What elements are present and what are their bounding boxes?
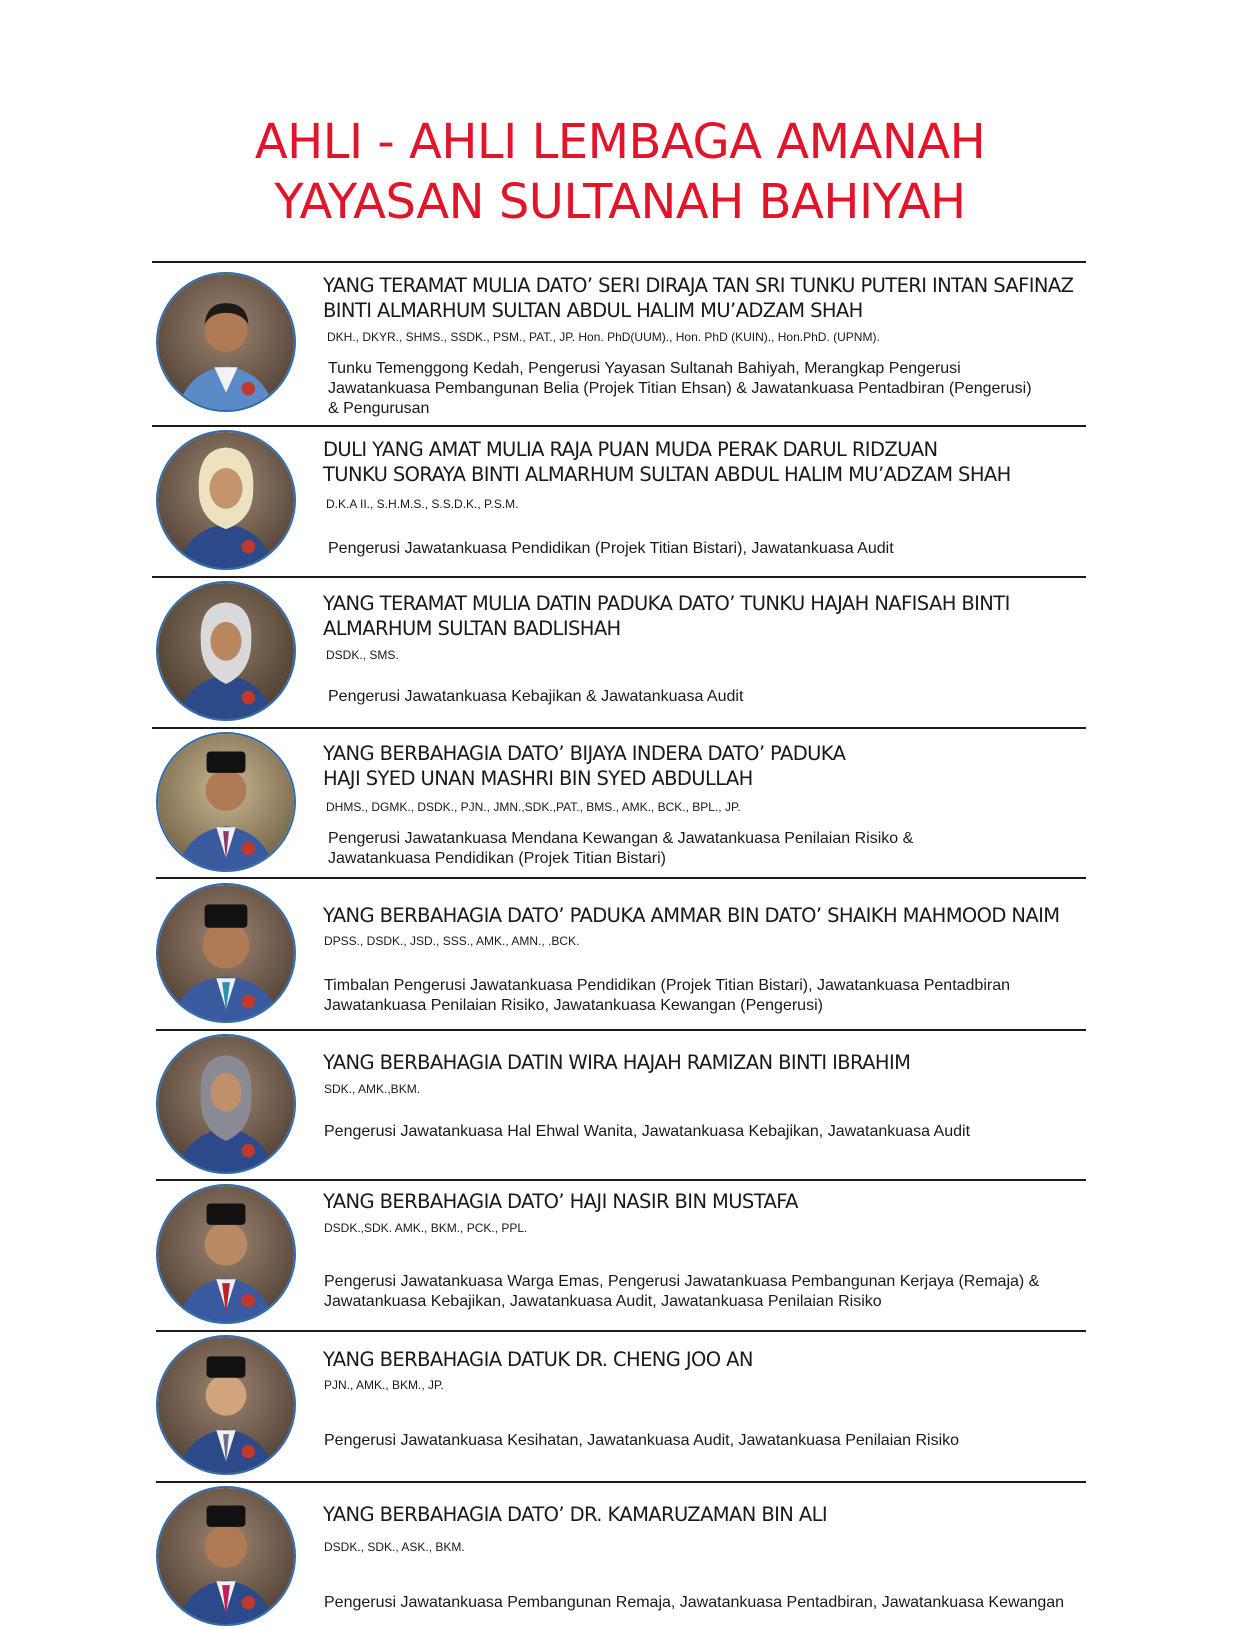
divider [156, 1179, 1086, 1181]
member-portrait [156, 732, 296, 872]
member-portrait [156, 1184, 296, 1324]
member-name: YANG TERAMAT MULIA DATO’ SERI DIRAJA TAN SRI TUNKU PUTERI INTAN SAFINAZ BINTI ALMARHUM SULTAN ABDUL HALIM MU’ADZAM SHAH [323, 274, 1074, 322]
member-role: Pengerusi Jawatankuasa Pendidikan (Projek Titian Bistari), Jawatankuasa Audit [328, 540, 894, 557]
member-honours: DSDK.,SDK. AMK., BKM., PCK., PPL. [324, 1221, 528, 1235]
member-name: YANG BERBAHAGIA DATO’ HAJI NASIR BIN MUSTAFA [323, 1190, 798, 1213]
member-name: YANG BERBAHAGIA DATO’ PADUKA AMMAR BIN DATO’ SHAIKH MAHMOOD NAIM [323, 904, 1060, 927]
portrait-illustration [158, 1036, 294, 1172]
member-name: YANG TERAMAT MULIA DATIN PADUKA DATO’ TUNKU HAJAH NAFISAH BINTI ALMARHUM SULTAN BADLISHAH [323, 592, 1010, 640]
portrait-illustration [158, 1186, 294, 1322]
member-honours: PJN., AMK., BKM., JP. [324, 1378, 444, 1392]
divider [156, 877, 1086, 879]
member-honours: D.K.A II., S.H.M.S., S.S.D.K., P.S.M. [326, 497, 519, 511]
member-portrait [156, 1034, 296, 1174]
divider [156, 1330, 1086, 1332]
member-name: DULI YANG AMAT MULIA RAJA PUAN MUDA PERAK DARUL RIDZUAN TUNKU SORAYA BINTI ALMARHUM SULTAN ABDUL HALIM MU’ADZAM SHAH [323, 438, 1011, 486]
member-portrait [156, 1335, 296, 1475]
member-role: Timbalan Pengerusi Jawatankuasa Pendidikan (Projek Titian Bistari), Jawatankuasa Pentadbiran Jawatankuasa Penilaian Risiko, Jawatankuasa Kewangan (Pengerusi) [324, 977, 1011, 1014]
member-role: Pengerusi Jawatankuasa Kebajikan & Jawatankuasa Audit [328, 688, 744, 705]
divider [152, 727, 1086, 729]
member-role: Pengerusi Jawatankuasa Warga Emas, Pengerusi Jawatankuasa Pembangunan Kerjaya (Remaja) & Jawatankuasa Kebajikan, Jawatankuasa Audit, Jawatankuasa Penilaian Risiko [324, 1273, 1040, 1310]
member-honours: SDK., AMK.,BKM. [324, 1082, 421, 1096]
member-honours: DSDK., SDK., ASK., BKM. [324, 1540, 465, 1554]
page-title [0, 112, 1240, 232]
member-name: YANG BERBAHAGIA DATUK DR. CHENG JOO AN [323, 1348, 753, 1371]
member-honours: DKH., DKYR., SHMS., SSDK., PSM., PAT., JP. Hon. PhD(UUM)., Hon. PhD (KUIN)., Hon.PhD. (UPNM). [327, 330, 880, 344]
divider [152, 261, 1086, 263]
member-portrait [156, 1486, 296, 1626]
member-honours: DHMS., DGMK., DSDK., PJN., JMN.,SDK.,PAT., BMS., AMK., BCK., BPL., JP. [326, 800, 741, 814]
divider [152, 425, 1086, 427]
divider [152, 576, 1086, 578]
portrait-illustration [158, 1488, 294, 1624]
divider [156, 1481, 1086, 1483]
member-role: Pengerusi Jawatankuasa Hal Ehwal Wanita, Jawatankuasa Kebajikan, Jawatankuasa Audit [324, 1123, 971, 1140]
member-name: YANG BERBAHAGIA DATO’ BIJAYA INDERA DATO’ PADUKA HAJI SYED UNAN MASHRI BIN SYED ABDULLAH [323, 742, 846, 790]
title-line-2: YAYASAN SULTANAH BAHIYAH [274, 174, 966, 230]
member-portrait [156, 430, 296, 570]
member-role: Pengerusi Jawatankuasa Mendana Kewangan & Jawatankuasa Penilaian Risiko & Jawatankuasa Pendidikan (Projek Titian Bistari) [328, 830, 914, 867]
member-role: Tunku Temenggong Kedah, Pengerusi Yayasan Sultanah Bahiyah, Merangkap Pengerusi Jawatankuasa Pembangunan Belia (Projek Titian Ehsan) & Jawatankuasa Pentadbiran (Pengerusi) & Pengurusan [328, 360, 1032, 417]
portrait-illustration [158, 885, 294, 1021]
member-portrait [156, 883, 296, 1023]
portrait-illustration [158, 583, 294, 719]
member-honours: DSDK., SMS. [326, 648, 399, 662]
portrait-illustration [158, 274, 294, 410]
portrait-illustration [158, 734, 294, 870]
portrait-illustration [158, 1337, 294, 1473]
member-honours: DPSS., DSDK., JSD., SSS., AMK., AMN., .BCK. [324, 934, 580, 948]
member-portrait [156, 581, 296, 721]
member-role: Pengerusi Jawatankuasa Kesihatan, Jawatankuasa Audit, Jawatankuasa Penilaian Risiko [324, 1432, 960, 1449]
title-line-1: AHLI - AHLI LEMBAGA AMANAH [254, 114, 986, 170]
member-name: YANG BERBAHAGIA DATO’ DR. KAMARUZAMAN BIN ALI [323, 1503, 828, 1526]
member-role: Pengerusi Jawatankuasa Pembangunan Remaja, Jawatankuasa Pentadbiran, Jawatankuasa Kewangan [324, 1594, 1065, 1611]
member-name: YANG BERBAHAGIA DATIN WIRA HAJAH RAMIZAN BINTI IBRAHIM [323, 1051, 911, 1074]
divider [156, 1029, 1086, 1031]
portrait-illustration [158, 432, 294, 568]
member-portrait [156, 272, 296, 412]
